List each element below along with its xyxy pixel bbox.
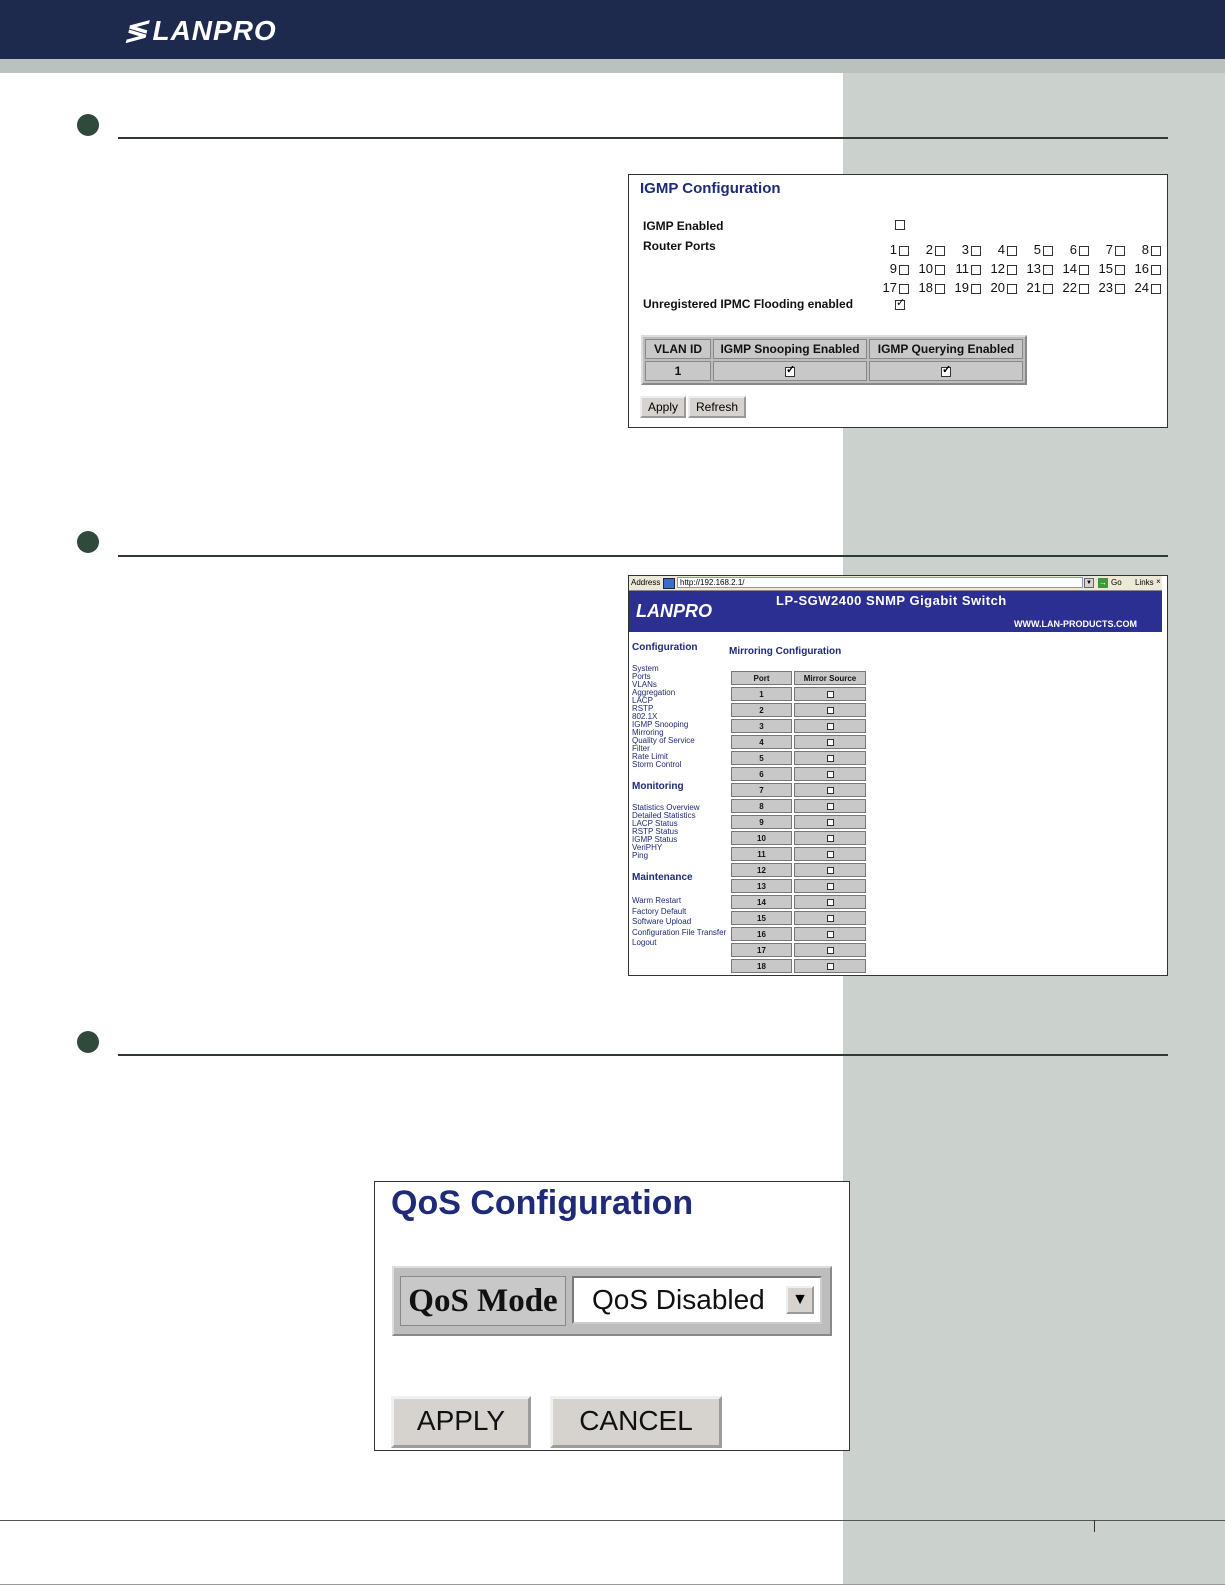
nav-link[interactable]: Mirroring (632, 728, 664, 737)
mirror-source-checkbox[interactable] (827, 755, 834, 762)
mirroring-header-row (730, 670, 867, 686)
mirror-source-checkbox[interactable] (827, 787, 834, 794)
mirror-source-cell (794, 783, 866, 797)
apply-button[interactable]: Apply (640, 396, 686, 418)
router-ports-label: Router Ports (643, 239, 716, 253)
snooping-cell (713, 361, 867, 381)
unregistered-flooding-label: Unregistered IPMC Flooding enabled (643, 297, 854, 311)
router-port-item (909, 261, 945, 276)
nav-link[interactable]: Logout (632, 938, 657, 947)
nav-link[interactable]: Filter (632, 744, 650, 753)
mirror-port-cell: 2 (731, 703, 792, 717)
nav-link[interactable]: Aggregation (632, 688, 676, 697)
mirror-source-checkbox[interactable] (827, 819, 834, 826)
router-port-item (1125, 261, 1161, 276)
nav-link[interactable]: Ports (632, 672, 651, 681)
router-port-label: 20 (990, 280, 1005, 295)
close-icon[interactable]: × (1156, 577, 1161, 586)
router-port-checkbox[interactable] (1043, 265, 1053, 275)
router-port-item (873, 261, 909, 276)
router-port-checkbox[interactable] (1007, 265, 1017, 275)
banner-title: LP-SGW2400 SNMP Gigabit Switch (776, 593, 1007, 608)
mirror-port-cell: 12 (731, 863, 792, 877)
nav-configuration-head: Configuration (632, 642, 698, 653)
mirror-port-cell: 10 (731, 831, 792, 845)
table-row (730, 846, 867, 862)
table-row (730, 798, 867, 814)
chevron-down-icon[interactable]: ▼ (786, 1286, 814, 1314)
router-port-checkbox[interactable] (1043, 284, 1053, 294)
table-row (730, 910, 867, 926)
page-icon (663, 578, 675, 589)
nav-link[interactable]: Configuration File Transfer (632, 927, 727, 937)
mirror-port-cell: 11 (731, 847, 792, 861)
section-bullet-1 (77, 114, 99, 136)
address-bar (629, 576, 1162, 591)
querying-cell (869, 361, 1023, 381)
router-port-label: 16 (1134, 261, 1149, 276)
mirror-source-checkbox[interactable] (827, 691, 834, 698)
switch-banner (629, 591, 1162, 632)
table-row (730, 686, 867, 702)
mirror-source-cell (794, 799, 866, 813)
qos-apply-button[interactable]: APPLY (391, 1396, 531, 1448)
footer-tick (1094, 1520, 1095, 1532)
router-port-checkbox[interactable] (1151, 265, 1161, 275)
mirror-source-checkbox[interactable] (827, 771, 834, 778)
router-port-label: 23 (1098, 280, 1113, 295)
section-bullet-3 (77, 1031, 99, 1053)
nav-link[interactable]: Statistics Overview (632, 803, 700, 812)
nav-link[interactable]: IGMP Status (632, 835, 678, 844)
qos-cancel-button[interactable]: CANCEL (550, 1396, 722, 1448)
mirror-port-cell: 18 (731, 959, 792, 973)
router-port-item (1017, 261, 1053, 276)
router-port-checkbox[interactable] (935, 284, 945, 294)
mirror-source-checkbox[interactable] (827, 851, 834, 858)
router-port-checkbox[interactable] (1115, 284, 1125, 294)
nav-link[interactable]: Factory Default (632, 906, 687, 916)
nav-link[interactable]: System (632, 664, 659, 673)
igmp-config-screenshot (628, 174, 1168, 428)
lanpro-mark-icon: ≶ (124, 15, 149, 46)
mirroring-title: Mirroring Configuration (729, 646, 842, 657)
mirroring-rows (730, 686, 867, 974)
mirror-port-cell: 9 (731, 815, 792, 829)
links-button[interactable]: Links (1135, 578, 1154, 587)
table-row (730, 926, 867, 942)
nav-link[interactable]: Warm Restart (632, 896, 682, 905)
section-rule-1 (118, 137, 1168, 139)
table-row (730, 894, 867, 910)
mirror-source-checkbox[interactable] (827, 835, 834, 842)
router-port-label: 7 (1105, 242, 1113, 257)
mirror-source-cell (794, 911, 866, 925)
nav-link[interactable]: Rate Limit (632, 752, 669, 761)
nav-link[interactable]: Quality of Service (632, 736, 695, 745)
mirror-source-cell (794, 815, 866, 829)
router-port-checkbox[interactable] (1151, 284, 1161, 294)
router-port-label: 6 (1069, 242, 1077, 257)
mirroring-browser-screenshot (628, 575, 1168, 976)
vlan-table (641, 335, 1027, 385)
router-port-label: 8 (1141, 242, 1149, 257)
mirror-source-checkbox[interactable] (827, 931, 834, 938)
address-label: Address (631, 578, 661, 587)
router-port-item (1125, 242, 1161, 257)
mirror-port-cell: 7 (731, 783, 792, 797)
mirror-port-cell: 5 (731, 751, 792, 765)
router-port-label: 13 (1026, 261, 1041, 276)
router-port-label: 14 (1062, 261, 1077, 276)
qos-mode-row (392, 1266, 832, 1336)
table-row (730, 958, 867, 974)
nav-link[interactable]: Ping (632, 851, 649, 860)
mirror-source-checkbox[interactable] (827, 947, 834, 954)
go-button[interactable]: Go (1111, 578, 1122, 587)
nav-link[interactable]: Detailed Statistics (632, 811, 696, 820)
mirror-port-cell: 17 (731, 943, 792, 957)
router-port-checkbox[interactable] (1115, 246, 1125, 256)
router-port-item (1089, 261, 1125, 276)
table-row (645, 361, 1023, 381)
mirror-source-cell (794, 847, 866, 861)
mirror-source-cell (794, 831, 866, 845)
banner-url: WWW.LAN-PRODUCTS.COM (1014, 619, 1137, 629)
table-row (730, 766, 867, 782)
mirror-source-cell (794, 895, 866, 909)
nav-link[interactable]: RSTP (632, 704, 654, 713)
router-port-checkbox[interactable] (899, 265, 909, 275)
mirror-port-cell: 14 (731, 895, 792, 909)
router-port-label: 2 (925, 242, 933, 257)
nav-link[interactable]: VeriPHY (632, 843, 663, 852)
refresh-button[interactable]: Refresh (688, 396, 746, 418)
router-port-checkbox[interactable] (1079, 265, 1089, 275)
mirror-source-cell (794, 703, 866, 717)
vlan-id-cell: 1 (645, 361, 711, 381)
router-port-checkbox[interactable] (1043, 246, 1053, 256)
router-port-label: 3 (961, 242, 969, 257)
router-port-item (945, 280, 981, 295)
router-ports-grid (873, 240, 1163, 297)
router-port-checkbox[interactable] (899, 284, 909, 294)
mirror-source-checkbox[interactable] (827, 899, 834, 906)
router-port-item (1089, 280, 1125, 295)
mirror-source-cell (794, 879, 866, 893)
table-row (730, 734, 867, 750)
mirror-port-cell: 13 (731, 879, 792, 893)
table-row (730, 862, 867, 878)
mirror-source-header: Mirror Source (794, 671, 866, 685)
igmp-enabled-label: IGMP Enabled (643, 219, 724, 233)
nav-link[interactable]: RSTP Status (632, 827, 679, 836)
querying-checkbox[interactable] (941, 367, 951, 377)
mirror-source-checkbox[interactable] (827, 723, 834, 730)
table-row (730, 702, 867, 718)
router-port-item (981, 280, 1017, 295)
router-port-label: 17 (882, 280, 897, 295)
router-port-checkbox[interactable] (935, 265, 945, 275)
vlan-id-header: VLAN ID (645, 339, 711, 359)
router-port-label: 19 (954, 280, 969, 295)
router-port-item (945, 261, 981, 276)
port-row (873, 259, 1163, 278)
router-port-checkbox[interactable] (971, 265, 981, 275)
router-port-item (1017, 242, 1053, 257)
router-port-item (1125, 280, 1161, 295)
router-port-checkbox[interactable] (1079, 246, 1089, 256)
snooping-header: IGMP Snooping Enabled (713, 339, 867, 359)
page-header (0, 0, 1225, 59)
router-port-label: 10 (918, 261, 933, 276)
router-port-item (873, 242, 909, 257)
brand-logo: ≶ LANPRO (124, 15, 277, 46)
router-port-label: 12 (990, 261, 1005, 276)
router-port-item (873, 280, 909, 295)
port-row (873, 278, 1163, 297)
port-row (873, 240, 1163, 259)
querying-header: IGMP Querying Enabled (869, 339, 1023, 359)
nav-monitoring-head: Monitoring (632, 781, 684, 792)
router-port-checkbox[interactable] (971, 246, 981, 256)
nav-maintenance-head: Maintenance (632, 872, 693, 883)
nav-link[interactable]: Storm Control (632, 760, 682, 769)
table-row (730, 814, 867, 830)
router-port-item (945, 242, 981, 257)
mirror-source-checkbox[interactable] (827, 883, 834, 890)
qos-mode-label: QoS Mode (400, 1276, 566, 1326)
table-row (730, 942, 867, 958)
router-port-item (909, 242, 945, 257)
mirror-source-checkbox[interactable] (827, 803, 834, 810)
section-rule-3 (118, 1054, 1168, 1056)
mirror-source-checkbox[interactable] (827, 915, 834, 922)
mirror-source-cell (794, 751, 866, 765)
router-port-checkbox[interactable] (1151, 246, 1161, 256)
router-port-item (1053, 242, 1089, 257)
table-row (730, 878, 867, 894)
igmp-enabled-checkbox[interactable] (895, 220, 905, 230)
mirror-source-checkbox[interactable] (827, 739, 834, 746)
mirror-source-checkbox[interactable] (827, 867, 834, 874)
section-rule-2 (118, 555, 1168, 557)
mirror-port-cell: 15 (731, 911, 792, 925)
mirror-port-cell: 16 (731, 927, 792, 941)
mirror-source-cell (794, 943, 866, 957)
snooping-checkbox[interactable] (785, 367, 795, 377)
nav-link[interactable]: LACP Status (632, 819, 678, 828)
section-bullet-2 (77, 531, 99, 553)
router-port-checkbox[interactable] (971, 284, 981, 294)
mirror-port-cell: 1 (731, 687, 792, 701)
router-port-checkbox[interactable] (1007, 284, 1017, 294)
router-port-checkbox[interactable] (1079, 284, 1089, 294)
router-port-item (1017, 280, 1053, 295)
router-port-item (981, 261, 1017, 276)
router-port-item (981, 242, 1017, 257)
router-port-label: 21 (1026, 280, 1041, 295)
nav-link[interactable]: VLANs (632, 680, 657, 689)
router-port-label: 9 (889, 261, 897, 276)
table-row (730, 750, 867, 766)
unregistered-flooding-checkbox[interactable] (895, 300, 905, 310)
router-port-label: 24 (1134, 280, 1149, 295)
qos-title: QoS Configuration (391, 1184, 694, 1222)
mirror-port-cell: 3 (731, 719, 792, 733)
table-row (730, 782, 867, 798)
nav-link[interactable]: Software Upload (632, 917, 692, 926)
mirror-source-cell (794, 927, 866, 941)
mirror-source-cell (794, 719, 866, 733)
router-port-label: 18 (918, 280, 933, 295)
mirror-source-cell (794, 735, 866, 749)
nav-link[interactable]: 802.1X (632, 712, 658, 721)
mirroring-table (730, 670, 867, 974)
qos-mode-value: QoS Disabled (592, 1284, 765, 1315)
port-header: Port (731, 671, 792, 685)
router-port-item (1053, 280, 1089, 295)
mirror-source-cell (794, 767, 866, 781)
router-port-checkbox[interactable] (935, 246, 945, 256)
dropdown-arrow-icon[interactable]: ▼ (1084, 578, 1094, 588)
banner-logo: LANPRO (636, 601, 712, 621)
router-port-label: 22 (1062, 280, 1077, 295)
mirror-source-cell (794, 959, 866, 973)
router-port-label: 5 (1033, 242, 1041, 257)
router-port-label: 11 (955, 261, 969, 276)
router-port-label: 1 (889, 242, 897, 257)
mirror-port-cell: 8 (731, 799, 792, 813)
table-row (730, 830, 867, 846)
mirror-source-checkbox[interactable] (827, 707, 834, 714)
router-port-label: 15 (1098, 261, 1113, 276)
table-row (730, 718, 867, 734)
qos-mode-select[interactable] (572, 1276, 822, 1324)
header-strip (0, 59, 1225, 73)
igmp-title: IGMP Configuration (640, 180, 781, 197)
go-arrow-icon[interactable]: → (1099, 578, 1107, 587)
router-port-item (909, 280, 945, 295)
mirror-source-cell (794, 687, 866, 701)
mirror-port-cell: 4 (731, 735, 792, 749)
router-port-item (1089, 242, 1125, 257)
router-port-checkbox[interactable] (1115, 265, 1125, 275)
qos-config-screenshot (374, 1181, 850, 1451)
address-input[interactable]: http://192.168.2.1/ (677, 577, 1083, 588)
mirror-source-cell (794, 863, 866, 877)
router-port-item (1053, 261, 1089, 276)
nav-link[interactable]: IGMP Snooping (632, 720, 689, 729)
mirror-source-checkbox[interactable] (827, 963, 834, 970)
router-port-checkbox[interactable] (899, 246, 909, 256)
nav-link[interactable]: LACP (632, 696, 653, 705)
router-port-label: 4 (997, 242, 1005, 257)
footer-rule (0, 1520, 1225, 1521)
router-port-checkbox[interactable] (1007, 246, 1017, 256)
mirror-port-cell: 6 (731, 767, 792, 781)
